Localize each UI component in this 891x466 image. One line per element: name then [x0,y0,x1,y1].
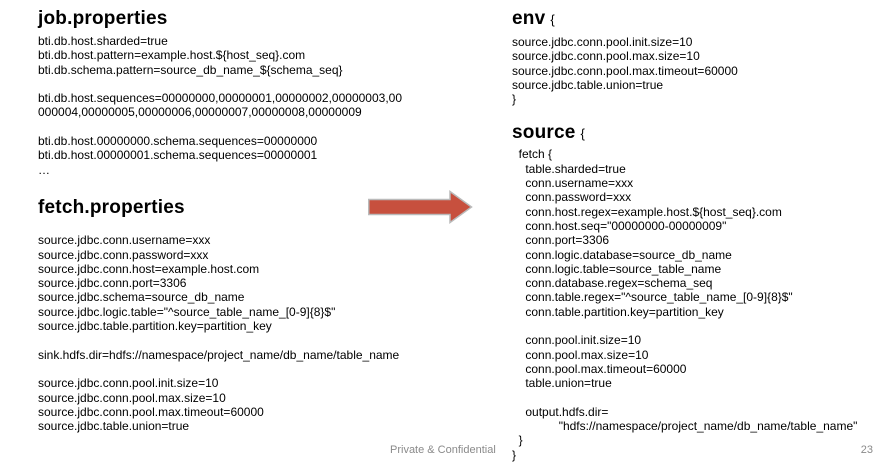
code-line: conn.database.regex=schema_seq [512,276,713,291]
code-line [38,333,483,347]
code-line: bti.db.host.sharded=true [38,34,168,48]
code-line: conn.pool.max.timeout=60000 [512,361,687,376]
code-line: source.jdbc.conn.pool.max.timeout=60000 [38,404,264,419]
code-line: source.jdbc.conn.pool.max.size=10 [512,49,700,64]
code-line: sink.hdfs.dir=hdfs://namespace/project_name/db_name/table_name [38,347,400,362]
code-line: conn.port=3306 [512,233,610,248]
code-line [38,120,483,134]
code-line: "hdfs://namespace/project_name/db_name/table_name" [512,419,858,434]
code-line [512,391,884,405]
code-line: } [512,433,523,448]
code-line: bti.db.host.pattern=example.host.${host_seq}.com [38,48,306,63]
code-line: conn.table.regex="^source_table_name_[0-9]{8}$" [512,290,793,305]
code-line: source.jdbc.table.partition.key=partition_key [38,319,272,334]
right-arrow-icon [368,190,473,224]
source-block-title [512,122,884,145]
code-line: source.jdbc.conn.port=3306 [38,276,187,291]
right-arrow-shape [368,190,473,224]
source-title-text: source [512,122,576,144]
code-line: source.jdbc.table.union=true [38,419,190,434]
code-line: conn.pool.max.size=10 [512,347,649,362]
code-line: conn.username=xxx [512,176,634,191]
code-line: … [38,162,50,177]
code-line: output.hdfs.dir= [512,404,609,419]
code-line: conn.logic.table=source_table_name [512,261,722,276]
code-line: conn.table.partition.key=partition_key [512,304,724,319]
code-line [38,77,483,91]
fetch-properties-title: fetch.properties [38,196,185,218]
source-open-brace: { [580,126,586,142]
code-line: source.jdbc.conn.username=xxx [38,233,211,248]
code-line: bti.db.host.00000001.schema.sequences=00000001 [38,148,318,163]
code-line: 000004,00000005,00000006,00000007,00000008,00000009 [38,105,362,120]
code-line: conn.host.regex=example.host.${host_seq}.com [512,204,782,219]
code-line: conn.host.seq="00000000-00000009" [512,218,727,233]
code-line: conn.password=xxx [512,190,632,205]
code-line: source.jdbc.conn.pool.init.size=10 [38,376,219,391]
footer-page-number: 23 [860,444,873,456]
code-line: source.jdbc.schema=source_db_name [38,290,245,305]
code-line: source.jdbc.conn.host=example.host.com [38,261,260,276]
code-line: source.jdbc.conn.pool.max.timeout=60000 [512,63,738,78]
code-line: table.sharded=true [512,161,626,176]
code-line: source.jdbc.conn.pool.init.size=10 [512,35,693,49]
env-title-text: env [512,8,546,29]
env-block-code [512,35,884,106]
code-line: fetch { [512,147,553,162]
footer-confidential-label: Private & Confidential [390,444,496,456]
code-line: bti.db.host.sequences=00000000,00000001,00000002,00000003,00 [38,91,403,106]
code-line: conn.pool.init.size=10 [512,333,642,348]
source-block-code [512,147,884,462]
job-properties-title: job.properties [38,8,168,29]
fetch-properties-code [38,219,483,433]
code-line: } [512,447,517,462]
right-column [512,8,884,462]
code-line: } [512,92,517,107]
code-line [512,319,884,333]
code-line: bti.db.schema.pattern=source_db_name_${schema_seq} [38,62,343,77]
code-line: conn.logic.database=source_db_name [512,247,732,262]
code-line: source.jdbc.conn.pool.max.size=10 [38,390,226,405]
job-properties-code [38,34,483,177]
env-open-brace: { [550,12,555,27]
code-line: bti.db.host.00000000.schema.sequences=00000000 [38,134,318,149]
code-line: source.jdbc.conn.password=xxx [38,247,209,262]
code-line: source.jdbc.table.union=true [512,77,664,92]
code-line: source.jdbc.logic.table="^source_table_name_[0-9]{8}$" [38,304,336,319]
code-line: table.union=true [512,376,612,391]
env-block-title [512,8,884,31]
code-line [38,362,483,376]
